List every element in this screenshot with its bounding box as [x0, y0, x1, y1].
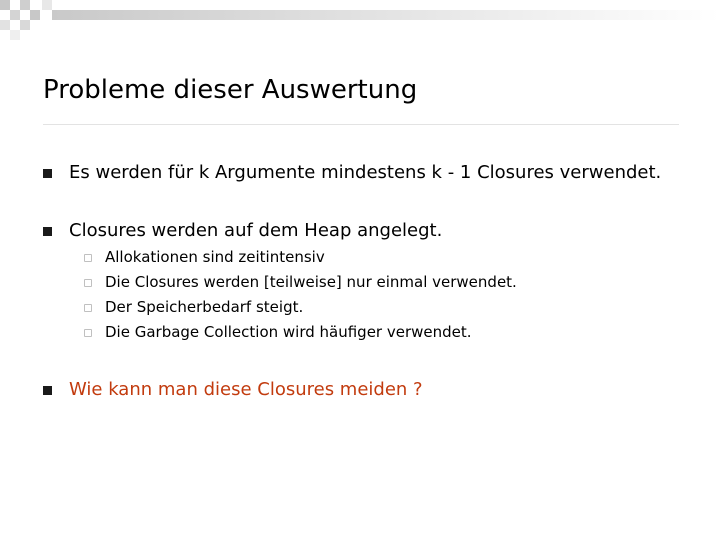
- sub-bullet-text: Die Closures werden [teilweise] nur einmal verwendet.: [105, 273, 517, 291]
- hollow-square-icon: [84, 329, 92, 337]
- filled-square-icon: [43, 227, 53, 237]
- hollow-square-icon: [84, 279, 92, 287]
- hollow-square-icon: [84, 254, 92, 262]
- filled-square-icon: [43, 169, 53, 179]
- sub-bullet-text: Die Garbage Collection wird häufiger verwendet.: [105, 323, 472, 341]
- question-bullet-text: Wie kann man diese Closures meiden ?: [69, 379, 423, 400]
- title-divider: [43, 124, 679, 125]
- sub-bullet-text: Der Speicherbedarf steigt.: [105, 298, 304, 316]
- bullet-text: Es werden für k Argumente mindestens k - 1 Closures verwendet.: [69, 162, 662, 183]
- slide-title: Probleme dieser Auswertung: [43, 75, 418, 105]
- sub-bullet-text: Allokationen sind zeitintensiv: [105, 248, 325, 266]
- hollow-square-icon: [84, 304, 92, 312]
- header-decoration: [0, 0, 720, 48]
- filled-square-icon: [43, 386, 53, 396]
- bullet-text: Closures werden auf dem Heap angelegt.: [69, 220, 443, 241]
